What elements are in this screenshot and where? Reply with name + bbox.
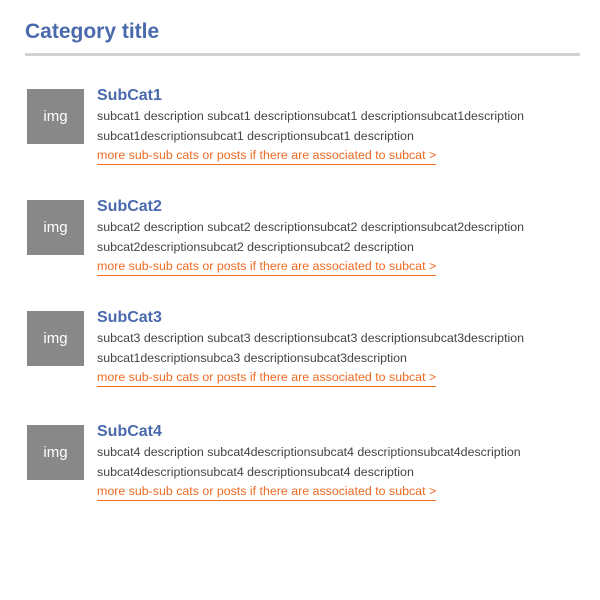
subcat-more-link[interactable]: more sub-sub cats or posts if there are associated to subcat >	[97, 482, 436, 501]
subcat-description-line: subcat1descriptionsubca3 descriptionsubcat3description	[97, 351, 407, 365]
title-divider	[25, 53, 580, 56]
subcat-more-link[interactable]: more sub-sub cats or posts if there are associated to subcat >	[97, 368, 436, 387]
subcat-thumbnail[interactable]: img	[27, 311, 84, 366]
subcat-more-link[interactable]: more sub-sub cats or posts if there are associated to subcat >	[97, 146, 436, 165]
subcat-description-line: subcat2 description subcat2 descriptionsubcat2 descriptionsubcat2description	[97, 220, 525, 234]
subcat-thumbnail[interactable]: img	[27, 89, 84, 144]
subcat-description-line: subcat4 description subcat4descriptionsubcat4 descriptionsubcat4description	[97, 445, 521, 459]
subcat-description	[97, 106, 580, 146]
subcat-content	[97, 422, 580, 501]
subcat-description-line: subcat1 description subcat1 descriptionsubcat1 descriptionsubcat1description	[97, 109, 525, 123]
subcat-description	[97, 442, 580, 482]
subcat-more-link[interactable]: more sub-sub cats or posts if there are associated to subcat >	[97, 257, 436, 276]
subcat-description	[97, 217, 580, 257]
subcat-title[interactable]: SubCat4	[97, 423, 162, 440]
subcat-content	[97, 197, 580, 276]
subcat-thumbnail[interactable]: img	[27, 200, 84, 255]
subcat-description-line: subcat3 description subcat3 descriptionsubcat3 descriptionsubcat3description	[97, 331, 525, 345]
subcat-content	[97, 86, 580, 165]
subcat-content	[97, 308, 580, 387]
category-title: Category title	[25, 20, 160, 43]
subcat-title[interactable]: SubCat3	[97, 309, 162, 326]
subcat-description-line: subcat2descriptionsubcat2 descriptionsubcat2 description	[97, 240, 414, 254]
subcat-description	[97, 328, 580, 368]
subcat-thumbnail[interactable]: img	[27, 425, 84, 480]
subcat-description-line: subcat4descriptionsubcat4 descriptionsubcat4 description	[97, 465, 414, 479]
subcat-title[interactable]: SubCat2	[97, 198, 162, 215]
subcat-description-line: subcat1descriptionsubcat1 descriptionsubcat1 description	[97, 129, 414, 143]
subcat-title[interactable]: SubCat1	[97, 87, 162, 104]
